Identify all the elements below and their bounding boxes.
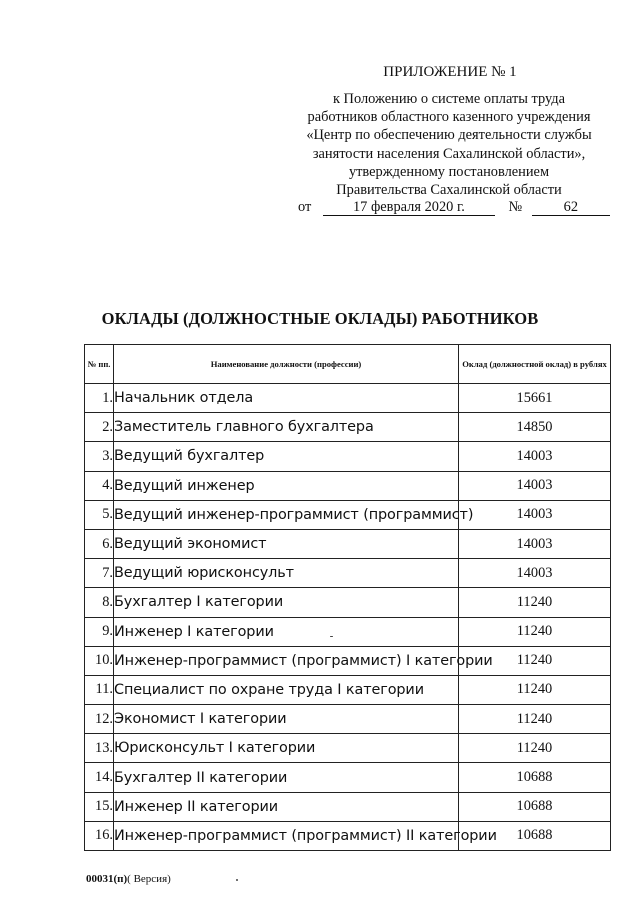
- salary-value: 10688: [459, 763, 611, 792]
- position-name: Бухгалтер II категории: [114, 763, 459, 792]
- table-row: [85, 675, 611, 704]
- row-number: 6.: [85, 529, 114, 558]
- table-row: [85, 792, 611, 821]
- table-row: [85, 617, 611, 646]
- row-number: 15.: [85, 792, 114, 821]
- from-label: от: [298, 199, 312, 215]
- position-name: Ведущий инженер: [114, 471, 459, 500]
- row-number: 7.: [85, 559, 114, 588]
- salary-value: 14003: [459, 500, 611, 529]
- row-number: 4.: [85, 471, 114, 500]
- position-name: Ведущий бухгалтер: [114, 442, 459, 471]
- appendix-line: «Центр по обеспечению деятельности службы: [306, 127, 592, 144]
- appendix-description: [282, 90, 616, 199]
- appendix-line: к Положению о системе оплаты труда: [332, 91, 566, 107]
- table-row: [85, 500, 611, 529]
- header-salary: Оклад (должностной оклад) в рублях: [459, 345, 611, 384]
- table-row: [85, 734, 611, 763]
- header-num: № пп.: [85, 345, 114, 384]
- salary-value: 11240: [459, 734, 611, 763]
- row-number: 1.: [85, 384, 114, 413]
- salary-table: [84, 344, 611, 851]
- table-row: [85, 588, 611, 617]
- salary-value: 11240: [459, 646, 611, 675]
- salary-value: 15661: [459, 384, 611, 413]
- decree-date: 17 февраля 2020 г.: [323, 199, 495, 216]
- table-row: [85, 821, 611, 850]
- salary-value: 11240: [459, 675, 611, 704]
- row-number: 11.: [85, 675, 114, 704]
- row-number: 8.: [85, 588, 114, 617]
- row-number: 10.: [85, 646, 114, 675]
- salary-value: 11240: [459, 588, 611, 617]
- salary-value: 10688: [459, 821, 611, 850]
- number-label: №: [508, 199, 523, 215]
- salary-value: 14003: [459, 471, 611, 500]
- salary-value: 14003: [459, 529, 611, 558]
- table-row: [85, 471, 611, 500]
- position-name: Заместитель главного бухгалтера: [114, 413, 459, 442]
- footer: [86, 873, 171, 885]
- table-row: [85, 442, 611, 471]
- position-name: Ведущий юрисконсульт: [114, 559, 459, 588]
- position-name: Инженер-программист (программист) II категории: [114, 821, 459, 850]
- position-name: Инженер II категории: [114, 792, 459, 821]
- table-row: [85, 529, 611, 558]
- decree-date-line: [298, 199, 618, 216]
- appendix-line: занятости населения Сахалинской области»,: [312, 145, 586, 162]
- salary-value: 11240: [459, 705, 611, 734]
- scan-speck: [330, 636, 333, 637]
- row-number: 2.: [85, 413, 114, 442]
- table-row: [85, 413, 611, 442]
- appendix-title: ПРИЛОЖЕНИЕ № 1: [383, 64, 517, 80]
- table-row: [85, 646, 611, 675]
- appendix-line: работников областного казенного учреждения: [307, 109, 591, 126]
- salary-value: 14003: [459, 442, 611, 471]
- position-name: Юрисконсульт I категории: [114, 734, 459, 763]
- position-name: Начальник отдела: [114, 384, 459, 413]
- appendix-line: утвержденному постановлением: [348, 163, 550, 180]
- salary-value: 11240: [459, 617, 611, 646]
- row-number: 9.: [85, 617, 114, 646]
- row-number: 5.: [85, 500, 114, 529]
- appendix-line: Правительства Сахалинской области: [336, 182, 562, 199]
- footer-version: ( Версия): [127, 873, 171, 885]
- table-header-row: [85, 345, 611, 384]
- row-number: 14.: [85, 763, 114, 792]
- row-number: 3.: [85, 442, 114, 471]
- position-name: Инженер-программист (программист) I категории: [114, 646, 459, 675]
- table-row: [85, 705, 611, 734]
- table-row: [85, 384, 611, 413]
- table-row: [85, 763, 611, 792]
- salary-value: 14850: [459, 413, 611, 442]
- row-number: 12.: [85, 705, 114, 734]
- position-name: Бухгалтер I категории: [114, 588, 459, 617]
- table-row: [85, 559, 611, 588]
- header-position: Наименование должности (профессии): [114, 345, 459, 384]
- salary-value: 10688: [459, 792, 611, 821]
- row-number: 16.: [85, 821, 114, 850]
- position-name: Инженер I категории: [114, 617, 459, 646]
- footer-code: 00031(п): [86, 873, 128, 885]
- row-number: 13.: [85, 734, 114, 763]
- scan-speck: [236, 879, 238, 881]
- position-name: Ведущий экономист: [114, 529, 459, 558]
- salary-value: 14003: [459, 559, 611, 588]
- decree-number: 62: [532, 199, 610, 216]
- position-name: Ведущий инженер-программист (программист): [114, 500, 459, 529]
- position-name: Специалист по охране труда I категории: [114, 675, 459, 704]
- position-name: Экономист I категории: [114, 705, 459, 734]
- document-title: ОКЛАДЫ (ДОЛЖНОСТНЫЕ ОКЛАДЫ) РАБОТНИКОВ: [101, 309, 539, 328]
